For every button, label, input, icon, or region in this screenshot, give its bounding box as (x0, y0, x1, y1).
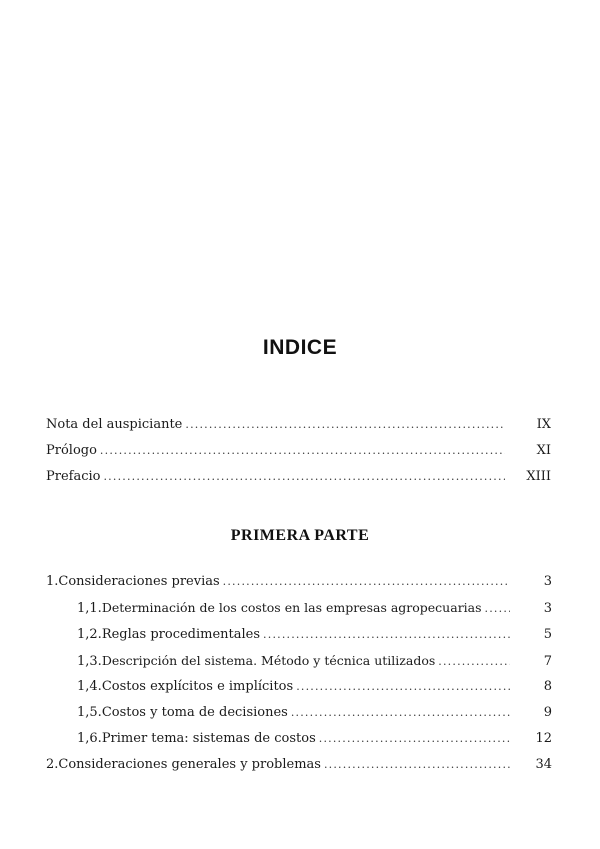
dot-leader (319, 731, 510, 747)
toc-entry-section (77, 600, 552, 617)
toc-entry-section (77, 653, 552, 670)
toc-page-number: 12 (535, 731, 552, 746)
toc-entry-label: Costos y toma de decisiones (101, 705, 288, 720)
dot-leader (296, 679, 510, 695)
toc-entry-number: 1,4. (77, 679, 102, 694)
dot-leader (438, 654, 510, 670)
dot-leader (103, 469, 505, 485)
toc-entry-label: Reglas procedimentales (101, 627, 261, 642)
dot-leader (263, 627, 510, 643)
toc-entry-label: Prefacio (46, 469, 101, 484)
toc-page-number: 3 (543, 601, 552, 616)
toc-entry-label: Costos explícitos e implícitos (101, 679, 294, 694)
toc-page-number: 8 (543, 679, 552, 694)
toc-entry-label: Nota del auspiciante (46, 417, 183, 432)
toc-entry-label: Primer tema: sistemas de costos (101, 731, 316, 746)
dot-leader (485, 601, 510, 617)
part-title: PRIMERA PARTE (230, 527, 370, 544)
toc-entry-number: 1. (46, 574, 59, 589)
toc-entry-section (77, 627, 552, 643)
index-title: INDICE (262, 336, 338, 359)
toc-page-number: 9 (543, 705, 552, 720)
toc-entry-section (77, 679, 552, 695)
toc-entry-number: 1,3. (77, 654, 102, 669)
dot-leader (291, 705, 510, 721)
toc-page-number: XIII (526, 469, 551, 484)
dot-leader (324, 757, 510, 773)
toc-page-number: 5 (543, 627, 552, 642)
dot-leader (100, 443, 505, 459)
toc-entry-chapter (46, 574, 552, 590)
toc-entry-chapter (46, 757, 552, 773)
toc-page-number: 34 (535, 757, 552, 772)
toc-entry-label: Consideraciones generales y problemas (58, 757, 321, 772)
toc-entry-label: Prólogo (46, 443, 97, 458)
toc-entry-number: 1,1. (77, 601, 102, 616)
toc-page-number: IX (536, 417, 551, 432)
toc-entry-number: 1,5. (77, 705, 102, 720)
toc-entry-label: Determinación de los costos en las empresas agropecuarias (101, 600, 482, 615)
toc-entry-number: 1,6. (77, 731, 102, 746)
toc-entry-front-matter (46, 469, 551, 485)
toc-entry-label: Descripción del sistema. Método y técnica utilizados (101, 653, 436, 668)
toc-entry-front-matter (46, 417, 551, 433)
dot-leader (185, 417, 505, 433)
toc-entry-number: 1,2. (77, 627, 102, 642)
dot-leader (223, 574, 510, 590)
toc-page-number: 3 (543, 574, 552, 589)
toc-entry-front-matter (46, 443, 551, 459)
toc-entry-section (77, 731, 552, 747)
toc-page-number: 7 (543, 654, 552, 669)
toc-entry-section (77, 705, 552, 721)
toc-entry-number: 2. (46, 757, 59, 772)
toc-entry-label: Consideraciones previas (58, 574, 220, 589)
toc-page-number: XI (536, 443, 551, 458)
